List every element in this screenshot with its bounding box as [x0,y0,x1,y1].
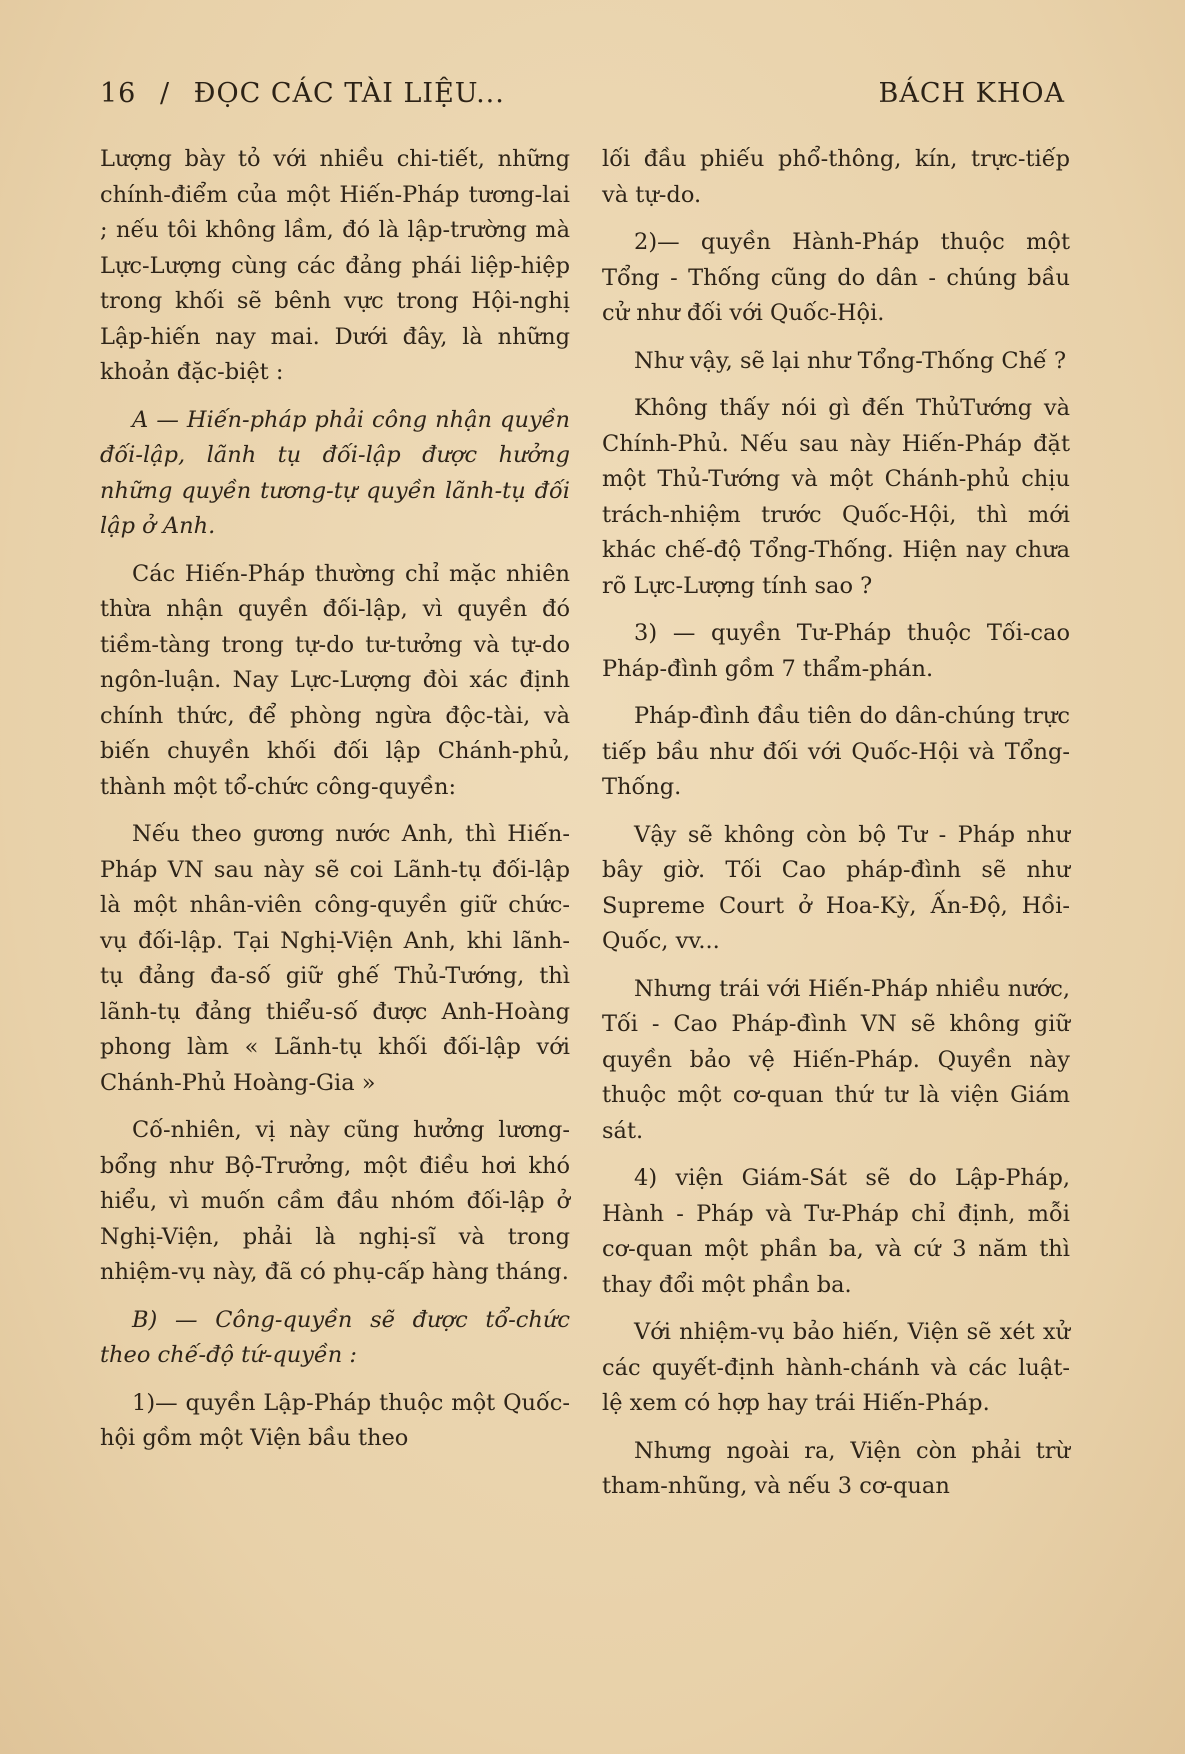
section-title: ĐỌC CÁC TÀI LIỆU... [193,78,505,109]
page-header [100,78,1065,109]
paragraph: Các Hiến-Pháp thường chỉ mặc nhiên thừa nhận quyền đối-lập, vì quyền đó tiềm-tàng trong tự-do tư-tưởng và tự-do ngôn-luận. Nay Lực-Lượng đòi xác định chính thức, để phòng ngừa độc-tài, và biến chuyền khối đối lập Chánh-phủ, thành một tổ-chức công-quyền: [100,560,570,800]
paragraph: Với nhiệm-vụ bảo hiến, Viện sẽ xét xử các quyết-định hành-chánh và các luật-lệ xem có hợp hay trái Hiến-Pháp. [602,1319,1070,1416]
magazine-title: BÁCH KHOA [878,78,1065,109]
paragraph: 1)— quyền Lập-Pháp thuộc một Quốc-hội gồm một Viện bầu theo [100,1389,570,1451]
paragraph: 4) viện Giám-Sát sẽ do Lập-Pháp, Hành - Pháp và Tư-Pháp chỉ định, mỗi cơ-quan một phần ba, và cứ 3 năm thì thay đổi một phần ba. [602,1165,1070,1298]
paragraph: Lượng bày tỏ với nhiều chi-tiết, những chính-điểm của một Hiến-Pháp tương-lai ; nếu tôi không lầm, đó là lập-trường mà Lực-Lượng cùng các đảng phái liệp-hiệp trong khối sẽ bênh vực trong Hội-nghị Lập-hiến nay mai. Dưới đây, là những khoản đặc-biệt : [100,146,570,385]
paragraph: A — Hiến-pháp phải công nhận quyền đối-lập, lãnh tụ đối-lập được hưởng những quyền tương-tự quyền lãnh-tụ đối lập ở Anh. [100,406,570,539]
page-number: 16 [100,78,137,109]
paragraph: lối đầu phiếu phổ-thông, kín, trực-tiếp và tự-do. [602,146,1070,208]
header-separator: / [159,78,171,109]
header-left [100,78,519,109]
paragraph: Nếu theo gương nước Anh, thì Hiến-Pháp VN sau này sẽ coi Lãnh-tụ đối-lập là một nhân-viên công-quyền giữ chức-vụ đối-lập. Tại Nghị-Viện Anh, khi lãnh-tụ đảng đa-số giữ ghế Thủ-Tướng, thì lãnh-tụ đảng thiểu-số được Anh-Hoàng phong làm « Lãnh-tụ khối đối-lập với Chánh-Phủ Hoàng-Gia » [100,821,570,1096]
right-column [602,142,1070,1517]
paragraph: 2)— quyền Hành-Pháp thuộc một Tổng - Thống cũng do dân - chúng bầu cử như đối với Quốc-Hội. [602,229,1070,326]
paragraph: Không thấy nói gì đến ThủTướng và Chính-Phủ. Nếu sau này Hiến-Pháp đặt một Thủ-Tướng và một Chánh-phủ chịu trách-nhiệm trước Quốc-Hội, thì mới khác chế-độ Tổng-Thống. Hiện nay chưa rõ Lực-Lượng tính sao ? [602,395,1070,599]
paragraph: Như vậy, sẽ lại như Tổng-Thống Chế ? [634,347,1067,374]
paragraph: Nhưng trái với Hiến-Pháp nhiều nước, Tối - Cao Pháp-đình VN sẽ không giữ quyền bảo vệ Hiến-Pháp. Quyền này thuộc một cơ-quan thứ tư là viện Giám sát. [602,975,1070,1144]
paragraph: Pháp-đình đầu tiên do dân-chúng trực tiếp bầu như đối với Quốc-Hội và Tổng-Thống. [602,703,1070,800]
paragraph: Vậy sẽ không còn bộ Tư - Pháp như bây giờ. Tối Cao pháp-đình sẽ như Supreme Court ở Hoa-Kỳ, Ấn-Độ, Hồi-Quốc, vv... [602,821,1070,954]
paragraph: Cố-nhiên, vị này cũng hưởng lương-bổng như Bộ-Trưởng, một điều hơi khó hiểu, vì muốn cầm đầu nhóm đối-lập ở Nghị-Viện, phải là nghị-sĩ và trong nhiệm-vụ này, đã có phụ-cấp hàng tháng. [100,1117,570,1285]
paragraph: B) — Công-quyền sẽ được tổ-chức theo chế-độ tứ-quyền : [100,1306,570,1368]
paragraph: 3) — quyền Tư-Pháp thuộc Tối-cao Pháp-đình gồm 7 thẩm-phán. [602,620,1070,682]
left-column [100,142,570,1469]
paragraph: Nhưng ngoài ra, Viện còn phải trừ tham-nhũng, và nếu 3 cơ-quan [602,1437,1070,1499]
